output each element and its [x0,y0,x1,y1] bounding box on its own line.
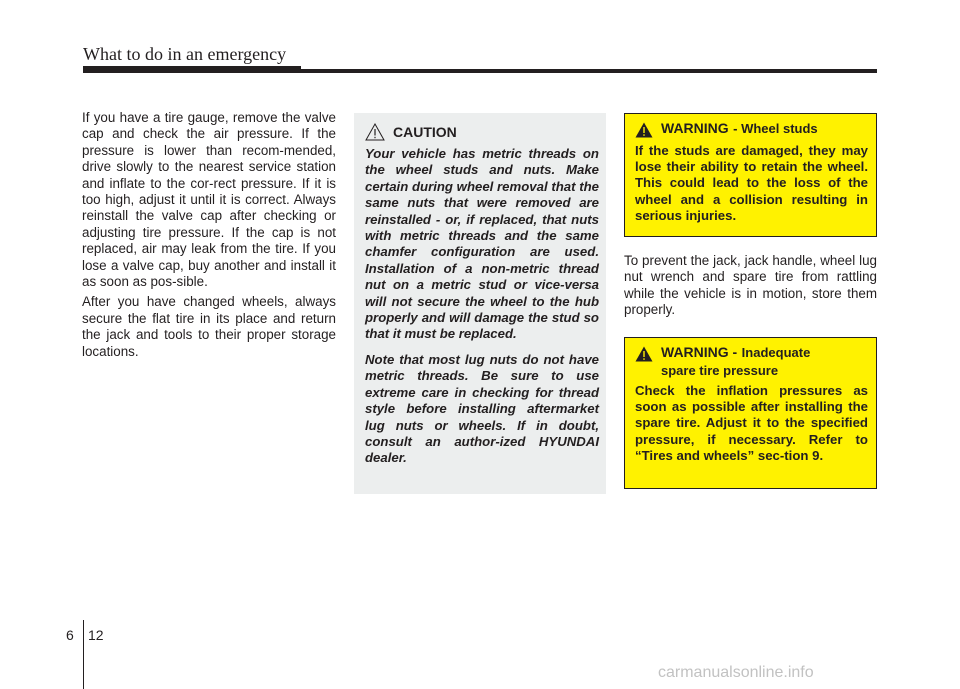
warning-title: WARNING [661,120,729,136]
warning-body: Check the inflation pressures as soon as possible after installing the spare tire. Adjust it to the specified pressure, if necessary. Refer to “Tires and wheels” sec-tion 9. [635,383,868,463]
warning-header [635,120,868,138]
warning-subtitle: Inadequate [741,345,811,360]
header-title: What to do in an emergency [83,44,287,64]
body-text-column [82,110,336,364]
warning-subtitle-line2: spare tire pressure [661,363,779,378]
footer-rule [83,620,84,689]
warning-triangle-icon [635,346,653,362]
warning-box-wheel-studs [624,113,877,237]
caution-paragraph-metric-threads: Your vehicle has metric threads on the wheel studs and nuts. Make certain during wheel removal that the same nuts that were removed are reinstalled - or, if replaced, that nuts with metric threads and the same chamfer configuration are used. Installation of a non-metric thread nut on a metric stud or vice-versa will not secure the wheel to the hub properly and will damage the stud so that it must be replaced. [365,146,599,342]
caution-box [354,113,606,494]
caution-header [365,121,599,143]
watermark: carmanualsonline.info [658,664,814,681]
body-paragraph-after-changing: After you have changed wheels, always secure the flat tire in its place and return the jack and tools to their proper storage locations. [82,294,336,359]
header-rule [83,69,877,73]
warning-body: If the studs are damaged, they may lose their ability to retain the wheel. This could lead to the loss of the wheel and a collision resulting in serious injuries. [635,143,868,223]
right-text-store-tools: To prevent the jack, jack handle, wheel lug nut wrench and spare tire from rattling while the vehicle is in motion, store them properly. [624,253,877,318]
footer-section-number: 6 [66,627,74,643]
warning-subtitle: - Wheel studs [733,121,818,136]
caution-paragraph-lug-nuts: Note that most lug nuts do not have metric threads. Be sure to use extreme care in checking for thread style before installing aftermarket lug nuts or wheels. If in doubt, consult an author-ized HYUNDAI dealer. [365,351,599,466]
warning-header [635,344,868,362]
warning-box-spare-tire [624,337,877,489]
body-paragraph-tire-gauge: If you have a tire gauge, remove the valve cap and check the air pressure. If the pressure is lower than recom-mended, drive slowly to the nearest service station and inflate to the cor-rect pressure. If it is too high, adjust it until it is correct. Always reinstall the valve cap after checking or adjusting tire pressure. If the cap is not replaced, air may leak from the tire. If you lose a valve cap, buy another and install it as soon as pos-sible. [82,110,336,290]
warning-triangle-icon [635,122,653,138]
footer-page-number: 12 [88,627,104,643]
caution-triangle-icon [365,123,385,141]
warning-title: WARNING - [661,344,738,360]
caution-title: CAUTION [393,124,457,140]
